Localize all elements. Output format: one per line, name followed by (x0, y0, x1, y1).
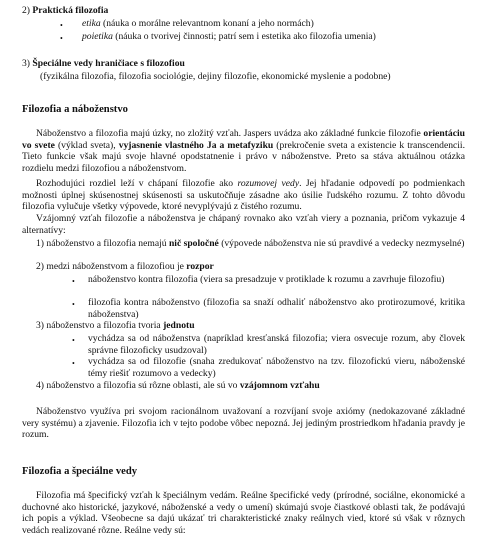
section-number: 3) (22, 58, 30, 69)
list-item: etika (náuka o morálne relevantnom konaní a jeho normách) (82, 18, 314, 29)
bullet-icon: • (72, 359, 75, 368)
section-3-heading (22, 58, 185, 70)
list-item: poietika (náuka o tvorivej činnosti; patrí sem i estetika ako filozofia umenia) (82, 31, 376, 42)
section-2-heading (22, 5, 108, 17)
heading-special-sciences: Filozofia a špeciálne vedy (22, 466, 138, 477)
bullet-icon: • (60, 21, 63, 30)
bullet-icon: • (72, 336, 75, 345)
alternative-2: 2) medzi náboženstvom a filozofiou je rozpor (36, 261, 214, 272)
alternative-4: 4) náboženstvo a filozofia sú rôzne oblasti, ale sú vo vzájomnom vzťahu (36, 380, 320, 391)
alternative-3: 3) náboženstvo a filozofia tvoria jednotu (36, 320, 195, 331)
paragraph-religion-4: Náboženstvo využíva pri svojom racionálnom uvažovaní a rozvíjaní svoje axiómy (nedokazované základné very systému) a zjavenie. Filozofia ich v tejto podobe vôbec nepozná. Jej jediným prostriedkom hľadania pravdy je rozum. (22, 406, 465, 441)
bullet-icon: • (72, 277, 75, 286)
alternative-3-item: vychádza sa od filozofie (snaha zredukovať náboženstvo na tzv. filozofickú vieru, náboženské témy riešiť rozumovo a vedecky) (88, 356, 465, 379)
alternative-2-item: filozofia kontra náboženstvo (filozofia sa snaží odhaliť náboženstvo ako protirozumové, kritika náboženstva) (88, 297, 465, 320)
alternative-1: 1) náboženstvo a filozofia nemajú nič spoločné (výpovede náboženstva nie sú pravdivé a vedecky nezmyselné) (36, 238, 465, 249)
alternative-3-item: vychádza sa od náboženstva (napríklad kresťanská filozofia; viera osvecuje rozum, aby človek správne filozoficky usudzoval) (88, 333, 465, 356)
bullet-icon: • (72, 300, 75, 309)
section-3-description: (fyzikálna filozofia, filozofia sociológie, dejiny filozofie, ekonomické myslenie a podobne) (40, 71, 391, 82)
bullet-icon: • (60, 34, 63, 43)
section-title: Praktická filozofia (32, 5, 109, 16)
paragraph-religion-1: Náboženstvo a filozofia majú úzky, no zložitý vzťah. Jaspers uvádza ako základné funkcie filozofie orientáciu vo svete (výklad sveta), vyjasnenie vlastného Ja a metafyziku (prekročenie sveta a existencie k transcendencii. Tieto funkcie však majú svoje hlavné opodstatnenie i právo v náboženstve. Preto sa stáva aktuálnou otázka rozdielu medzi filozofiou a náboženstvom. (22, 128, 465, 174)
section-title: Špeciálne vedy hraničiace s filozofiou (32, 58, 185, 69)
heading-religion: Filozofia a náboženstvo (22, 104, 128, 115)
paragraph-religion-2: Rozhodujúci rozdiel leží v chápaní filozofie ako rozumovej vedy. Jej hľadanie odpovedí po podmienkach možnosti úplnej skúsenostnej skúsenosti sa uskutočňuje zásadne ako úsilie ľudského rozumu. Z tohto dôvodu filozofia vylučuje všetky výpovede, ktoré nevyplývajú z čistého rozumu. (22, 178, 465, 213)
paragraph-religion-3: Vzájomný vzťah filozofie a náboženstva je chápaný rovnako ako vzťah viery a poznania, pričom vykazuje 4 alternatívy: (22, 213, 465, 236)
paragraph-special-sciences: Filozofia má špecifický vzťah k špeciálnym vedám. Reálne špecifické vedy (prírodné, sociálne, ekonomické a duchovné ako historické, jazykové, náboženské a vedy o umení) skúmajú svoje čiastkové oblasti tak, že podávajú ich popis a výklad. Všeobecne sa dajú ukázať tri charakteristické znaky reálnych vied, ktoré sú však v rôznych vedách realizované rôzne. Reálne vedy sú: (22, 490, 465, 536)
section-number: 2) (22, 5, 30, 16)
alternative-2-item: náboženstvo kontra filozofia (viera sa presadzuje v protiklade k rozumu a zavrhuje filozofiu) (88, 274, 445, 285)
